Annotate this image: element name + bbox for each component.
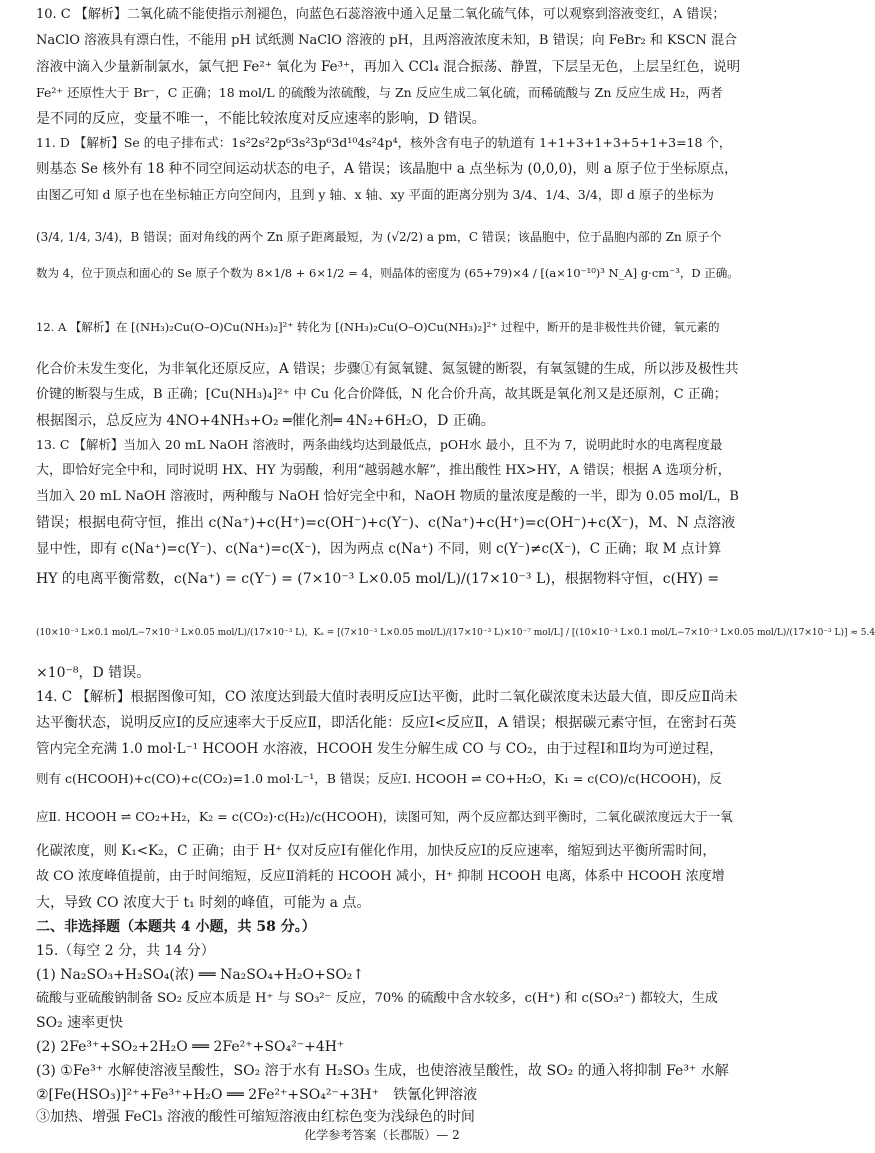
q15-part1-equation: (1) Na₂SO₃+H₂SO₄(浓) ══ Na₂SO₄+H₂O+SO₂↑ xyxy=(36,967,365,983)
q12-line-4: 根据图示，总反应为 4NO+4NH₃+O₂ ═催化剂═ 4N₂+6H₂O，D 正确。 xyxy=(36,413,495,429)
q13-line-1: 13. C 【解析】当加入 20 mL NaOH 溶液时，两条曲线均达到最低点，pOH水 最小，且不为 7，说明此时水的电离程度最 xyxy=(36,437,723,452)
q14-line-6: 化碳浓度，则 K₁<K₂，C 正确；由于 H⁺ 仅对反应Ⅰ有催化作用，加快反应Ⅰ的反应速率，缩短到达平衡所需时间， xyxy=(36,843,716,859)
q13-line-5: 显中性，即有 c(Na⁺)=c(Y⁻)、c(Na⁺)=c(X⁻)，因为两点 c(Na⁺) 不同，则 c(Y⁻)≠c(X⁻)，C 正确；取 M 点计算 xyxy=(36,541,722,557)
q12-line-3: 价键的断裂与生成，B 正确；[Cu(NH₃)₄]²⁺ 中 Cu 化合价降低，N 化合价升高，故其既是氧化剂又是还原剂，C 正确； xyxy=(36,387,727,402)
q10-line-2: NaClO 溶液具有漂白性，不能用 pH 试纸测 NaClO 溶液的 pH，且两溶液浓度未知，B 错误；向 FeBr₂ 和 KSCN 混合 xyxy=(36,33,738,48)
q14-line-2: 达平衡状态，说明反应Ⅰ的反应速率大于反应Ⅱ，即活化能：反应Ⅰ<反应Ⅱ，A 错误；根据碳元素守恒，在密封石英 xyxy=(36,715,737,731)
q15-part3-item1: (3) ①Fe³⁺ 水解使溶液呈酸性，SO₂ 溶于水有 H₂SO₃ 生成，也使溶液呈酸性，故 SO₂ 的通入将抑制 Fe³⁺ 水解 xyxy=(36,1063,729,1079)
q15-heading: 15.（每空 2 分，共 14 分） xyxy=(36,943,215,959)
q14-line-4: 则有 c(HCOOH)+c(CO)+c(CO₂)=1.0 mol·L⁻¹，B 错误；反应Ⅰ. HCOOH ⇌ CO+H₂O，K₁ = c(CO)/c(HCOOH)，反 xyxy=(36,771,722,786)
q11-line-1: 11. D 【解析】Se 的电子排布式：1s²2s²2p⁶3s²3p⁶3d¹⁰4s²4p⁴，核外含有电子的轨道有 1+1+3+1+3+5+1+3=18 个， xyxy=(36,135,732,150)
q10-line-4: Fe²⁺ 还原性大于 Br⁻，C 正确；18 mol/L 的硫酸为浓硫酸，与 Zn 反应生成二氧化硫，而稀硫酸与 Zn 反应生成 H₂，两者 xyxy=(36,85,723,100)
q11-line-3: 由图乙可知 d 原子也在坐标轴正方向空间内，且到 y 轴、x 轴、xy 平面的距离分别为 3/4、1/4、3/4，即 d 原子的坐标为 xyxy=(36,187,714,202)
q13-line-4: 错误；根据电荷守恒，推出 c(Na⁺)+c(H⁺)=c(OH⁻)+c(Y⁻)、c(Na⁺)+c(H⁺)=c(OH⁻)+c(X⁻)，M、N 点溶液 xyxy=(36,515,736,531)
q13-line-8: ×10⁻⁸，D 错误。 xyxy=(36,665,151,681)
q14-line-8: 大，导致 CO 浓度大于 t₁ 时刻的峰值，可能为 a 点。 xyxy=(36,895,371,911)
q13-line-2: 大，即恰好完全中和，同时说明 HX、HY 为弱酸，利用“越弱越水解”，推出酸性 HX>HY，A 错误；根据 A 选项分析， xyxy=(36,463,731,478)
q12-line-2: 化合价未发生变化，为非氧化还原反应，A 错误；步骤①有氮氧键、氮氢键的断裂，有氧氢键的生成，所以涉及极性共 xyxy=(36,361,739,377)
q11-line-2: 则基态 Se 核外有 18 种不同空间运动状态的电子，A 错误；该晶胞中 a 点坐标为 (0,0,0)，则 a 原子位于坐标原点， xyxy=(36,161,738,177)
q13-line-7: (10×10⁻³ L×0.1 mol/L−7×10⁻³ L×0.05 mol/L)/(17×10⁻³ L)，Kₐ = [(7×10⁻³ L×0.05 mol/L)/(17×10⁻³ L)×10⁻⁷ mol/L] / [(10×10⁻³ L×0.1 mol/L−7×10⁻³ L×0.05 mol/L)/(17×10⁻³ L)] ≈ 5.4 xyxy=(36,628,875,638)
page-footer: 化学参考答案（长郡版）— 2 xyxy=(304,1128,460,1142)
q14-line-7: 故 CO 浓度峰值提前，由于时间缩短，反应Ⅱ消耗的 HCOOH 减小，H⁺ 抑制 HCOOH 电离，体系中 HCOOH 浓度增 xyxy=(36,869,725,884)
section-heading: 二、非选择题（本题共 4 小题，共 58 分。） xyxy=(36,919,316,935)
q15-part1-reason-2: SO₂ 速率更快 xyxy=(36,1015,124,1031)
q13-line-6: HY 的电离平衡常数，c(Na⁺) = c(Y⁻) = (7×10⁻³ L×0.05 mol/L)/(17×10⁻³ L)，根据物料守恒，c(HY) = xyxy=(36,571,720,587)
q14-line-3: 管内完全充满 1.0 mol·L⁻¹ HCOOH 水溶液，HCOOH 发生分解生成 CO 与 CO₂，由于过程Ⅰ和Ⅱ均为可逆过程， xyxy=(36,741,723,757)
q14-line-1: 14. C 【解析】根据图像可知，CO 浓度达到最大值时表明反应Ⅰ达平衡，此时二氧化碳浓度未达最大值，即反应Ⅱ尚未 xyxy=(36,689,738,705)
q15-part3-item3: ③加热、增强 FeCl₃ 溶液的酸性可缩短溶液由红棕色变为浅绿色的时间 xyxy=(36,1109,475,1125)
q10-line-5: 是不同的反应，变量不唯一，不能比较浓度对反应速率的影响，D 错误。 xyxy=(36,111,486,127)
q15-part1-reason-1: 硫酸与亚硫酸钠制备 SO₂ 反应本质是 H⁺ 与 SO₃²⁻ 反应，70% 的硫酸中含水较多，c(H⁺) 和 c(SO₃²⁻) 都较大，生成 xyxy=(36,991,718,1006)
q15-part2-equation: (2) 2Fe³⁺+SO₂+2H₂O ══ 2Fe²⁺+SO₄²⁻+4H⁺ xyxy=(36,1039,345,1055)
q14-line-5: 应Ⅱ. HCOOH ⇌ CO₂+H₂，K₂ = c(CO₂)·c(H₂)/c(HCOOH)，读图可知，两个反应都达到平衡时，二氧化碳浓度远大于一氧 xyxy=(36,809,733,824)
q10-line-3: 溶液中滴入少量新制氯水，氯气把 Fe²⁺ 氧化为 Fe³⁺，再加入 CCl₄ 混合振荡、静置，下层呈无色，上层呈红色，说明 xyxy=(36,59,741,75)
q10-line-1: 10. C 【解析】二氧化硫不能使指示剂褪色，向蓝色石蕊溶液中通入足量二氧化硫气体，可以观察到溶液变红，A 错误； xyxy=(36,7,726,22)
q11-line-4: (3/4, 1/4, 3/4)，B 错误；面对角线的两个 Zn 原子距离最短，为 (√2/2) a pm，C 错误；该晶胞中，位于晶胞内部的 Zn 原子个 xyxy=(36,230,722,244)
q12-line-1: 12. A 【解析】在 [(NH₃)₂Cu(O–O)Cu(NH₃)₂]²⁺ 转化为 [(NH₃)₂Cu(O–O)Cu(NH₃)₂]²⁺ 过程中，断开的是非极性共价键，氧元素的 xyxy=(36,320,720,334)
q15-part3-item2: ②[Fe(HSO₃)]²⁺+Fe³⁺+H₂O ══ 2Fe²⁺+SO₄²⁻+3H⁺ 铁氰化钾溶液 xyxy=(36,1087,478,1103)
q11-line-5: 数为 4，位于顶点和面心的 Se 原子个数为 8×1/8 + 6×1/2 = 4，则晶体的密度为 (65+79)×4 / [(a×10⁻¹⁰)³ N_A] g·cm⁻³，D 正确。 xyxy=(36,266,739,280)
q13-line-3: 当加入 20 mL NaOH 溶液时，两种酸与 NaOH 恰好完全中和，NaOH 物质的量浓度是酸的一半，即为 0.05 mol/L，B xyxy=(36,489,739,504)
